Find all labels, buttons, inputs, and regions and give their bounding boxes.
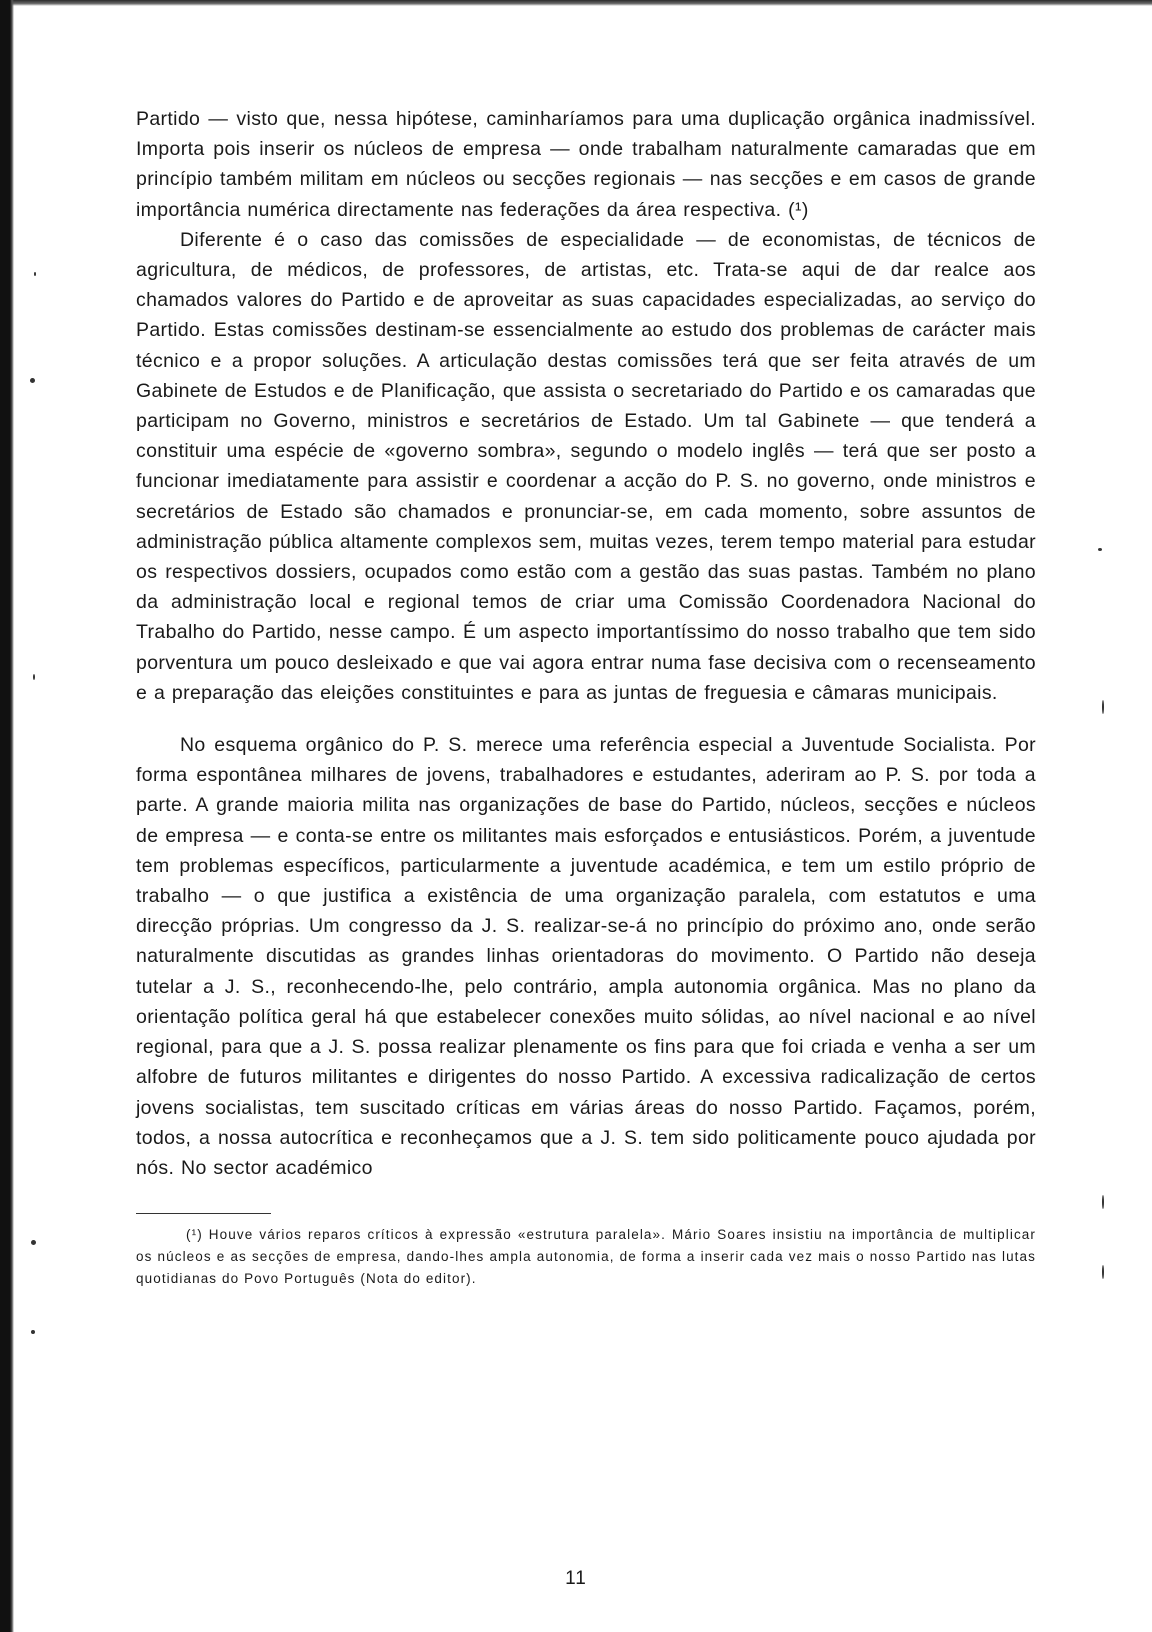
scan-edge-left bbox=[0, 0, 14, 1632]
paragraph-2: Diferente é o caso das comissões de especialidade — de economistas, de técnicos de agricultura, de médicos, de professores, de artistas, etc. Trata-se aqui de dar realce aos chamados valores do Partido e de aproveitar as suas capacidades especializadas, ao serviço do Partido. Estas comissões destinam-se essencialmente ao estudo dos problemas de carácter mais técnico e a propor soluções. A articulação destas comissões terá que ser feita através de um Gabinete de Estudos e de Planificação, que assista o secretariado do Partido e os camaradas que participam no Governo, ministros e secretários de Estado. Um tal Gabinete — que tenderá a constituir uma espécie de «governo sombra», segundo o modelo inglês — terá que ser posto a funcionar imediatamente para assistir e coordenar a acção do P. S. no governo, onde ministros e secretários de Estado são chamados e pronunciar-se, em cada momento, sobre assuntos de administração pública altamente complexos sem, muitas vezes, terem tempo material para estudar os respectivos dossiers, ocupados como estão com a gestão das suas pastas. Também no plano da administração local e regional temos de criar uma Comissão Coordenadora Nacional do Trabalho do Partido, nesse campo. É um aspecto importantíssimo do nosso trabalho que tem sido porventura um pouco desleixado e que vai agora entrar numa fase decisiva com o recenseamento e a preparação das eleições constituintes e para as juntas de freguesia e câmaras municipais. bbox=[136, 228, 1036, 704]
speck bbox=[1102, 700, 1104, 714]
speck bbox=[1098, 548, 1102, 551]
page-number: 11 bbox=[565, 1568, 587, 1589]
speck bbox=[31, 1330, 35, 1334]
speck bbox=[1102, 1195, 1104, 1209]
speck bbox=[33, 674, 35, 680]
paragraph-1: Partido — visto que, nessa hipótese, caminharíamos para uma duplicação orgânica inadmissível. Importa pois inserir os núcleos de empresa — onde trabalham naturalmente camaradas que em princípio também militam em núcleos ou secções regionais — nas secções e em casos de grande importância numérica directamente nas federações da área respectiva. (¹) bbox=[136, 108, 1036, 221]
speck bbox=[31, 1240, 36, 1245]
footnote-separator bbox=[136, 1213, 271, 1214]
paragraph-spacer bbox=[136, 708, 1036, 730]
speck bbox=[30, 378, 35, 383]
speck bbox=[1102, 1265, 1104, 1279]
speck bbox=[34, 272, 36, 276]
scan-edge-top bbox=[0, 0, 1152, 6]
document-page bbox=[136, 104, 1036, 1290]
paragraph-3: No esquema orgânico do P. S. merece uma referência especial a Juventude Socialista. Por forma espontânea milhares de jovens, trabalhadores e estudantes, aderiram ao P. S. por toda a parte. A grande maioria milita nas organizações de base do Partido, núcleos, secções e núcleos de empresa — e conta-se entre os militantes mais esforçados e entusiásticos. Porém, a juventude tem problemas específicos, particularmente a juventude académica, e tem um estilo próprio de trabalho — o que justifica a existência de uma organização paralela, com estatutos e uma direcção próprias. Um congresso da J. S. realizar-se-á no princípio do próximo ano, onde serão naturalmente discutidas as grandes linhas orientadoras do movimento. O Partido não deseja tutelar a J. S., reconhecendo-lhe, pelo contrário, ampla autonomia orgânica. Mas no plano da orientação política geral há que estabelecer conexões muito sólidas, ao nível nacional e ao nível regional, para que a J. S. possa realizar plenamente os fins para que foi criada e venha a ser um alfobre de futuros militantes e dirigentes do nosso Partido. A excessiva radicalização de certos jovens socialistas, tem suscitado críticas em várias áreas do nosso Partido. Façamos, porém, todos, a nossa autocrítica e reconheçamos que a J. S. tem sido politicamente pouco ajudada por nós. No sector académico bbox=[136, 734, 1036, 1179]
footnote: (¹) Houve vários reparos críticos à expressão «estrutura paralela». Mário Soares insistiu na importância de multiplicar os núcleos e as secções de empresa, dando-lhes ampla autonomia, de forma a inserir cada vez mais o nosso Partido nas lutas quotidianas do Povo Português (Nota do editor). bbox=[136, 1227, 1036, 1287]
